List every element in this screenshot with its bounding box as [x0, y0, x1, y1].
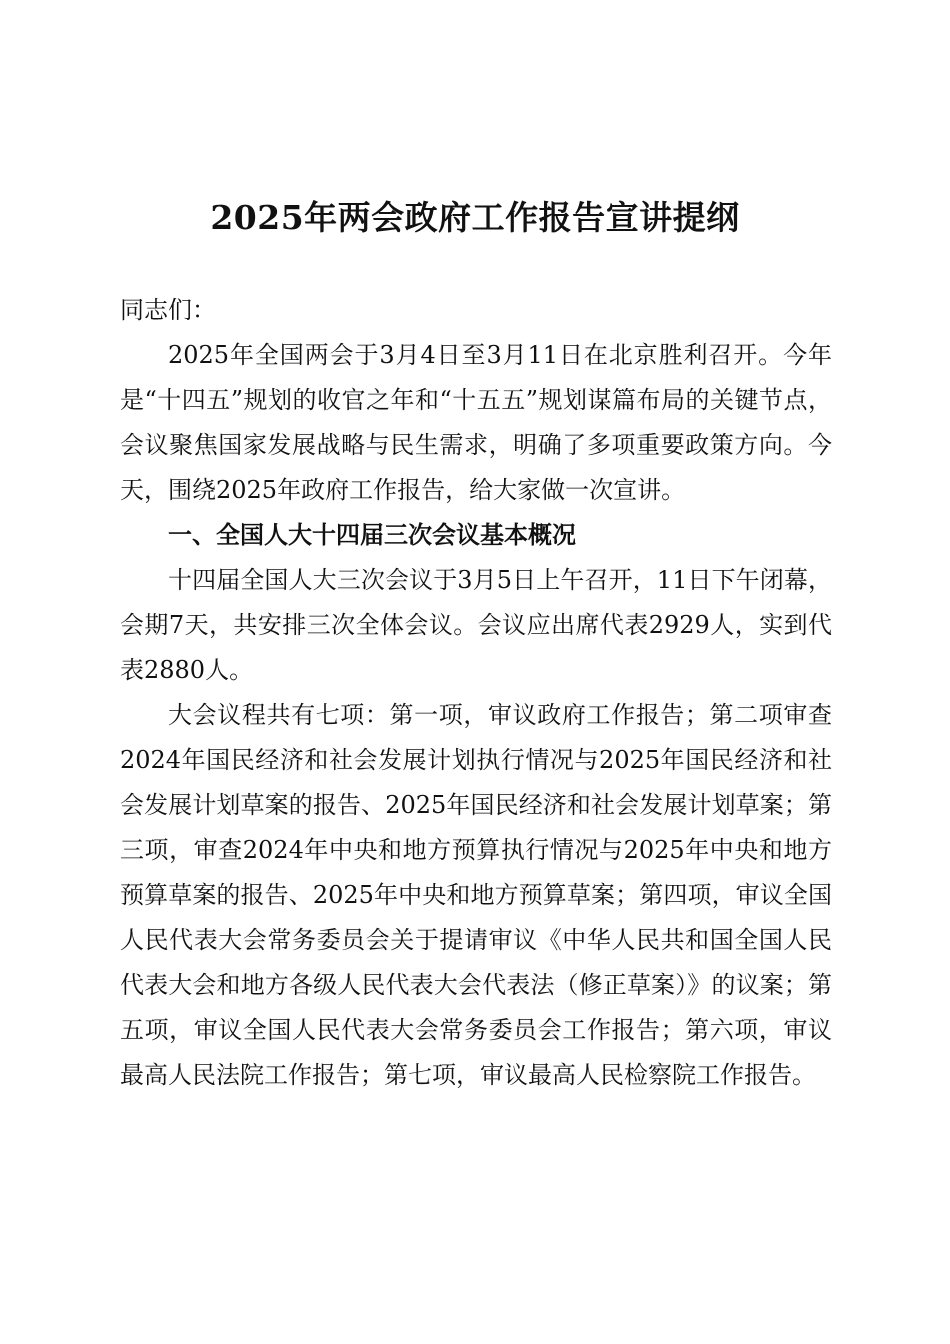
salutation: 同志们： — [120, 296, 216, 324]
section-heading: 一、全国人大十四届三次会议基本概况 — [168, 521, 576, 549]
intro-paragraph: 2025年全国两会于3月4日至3月11日在北京胜利召开。今年是“十四五”规划的收官之年和“十五五”规划谋篇布局的关键节点，会议聚焦国家发展战略与民生需求，明确了多项重要政策方向。今天，围绕2025年政府工作报告，给大家做一次宣讲。 — [120, 341, 832, 504]
agenda-paragraph: 大会议程共有七项：第一项，审议政府工作报告；第二项审查2024年国民经济和社会发展计划执行情况与2025年国民经济和社会发展计划草案的报告、2025年国民经济和社会发展计划草案；第三项，审查2024年中央和地方预算执行情况与2025年中央和地方预算草案的报告、2025年中央和地方预算草案；第四项，审议全国人民代表大会常务委员会关于提请审议《中华人民共和国全国人民代表大会和地方各级人民代表大会代表法（修正草案）》的议案；第五项，审议全国人民代表大会常务委员会工作报告；第六项，审议最高人民法院工作报告；第七项，审议最高人民检察院工作报告。 — [120, 701, 832, 1089]
section-paragraph: 十四届全国人大三次会议于3月5日上午召开，11日下午闭幕，会期7天，共安排三次全体会议。会议应出席代表2929人，实到代表2880人。 — [120, 566, 832, 684]
document-title: 2025年两会政府工作报告宣讲提纲 — [210, 198, 740, 237]
document-body — [120, 288, 832, 1098]
